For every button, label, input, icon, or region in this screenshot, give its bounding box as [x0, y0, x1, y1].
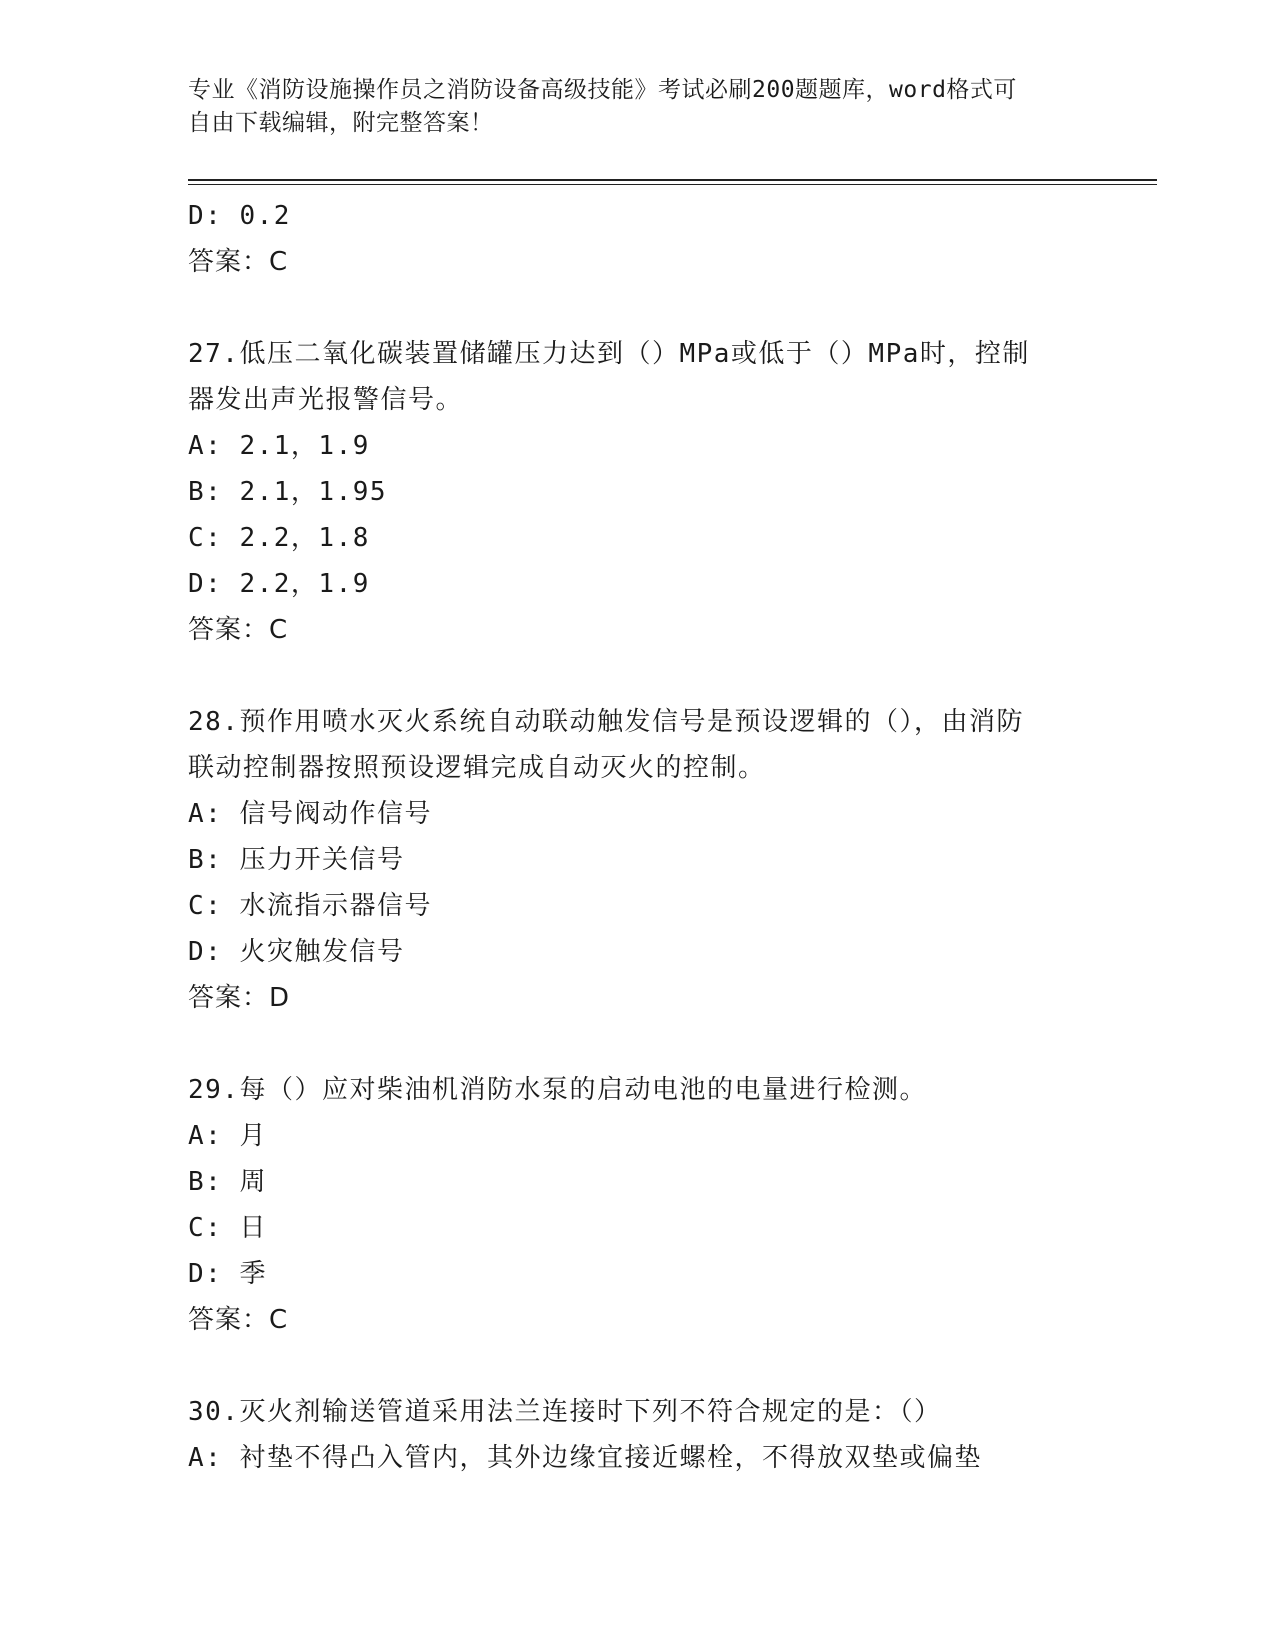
option-c: C: 水流指示器信号: [188, 891, 432, 921]
page-header: [188, 74, 1068, 140]
question-list: [188, 193, 1088, 1481]
question-stem: 28.预作用喷水灭火系统自动联动触发信号是预设逻辑的（），由消防: [188, 707, 1024, 737]
answer: 答案：C: [188, 1305, 289, 1335]
header-title-line-2: 自由下载编辑，附完整答案！: [188, 110, 494, 136]
question-stem: 29.每（）应对柴油机消防水泵的启动电池的电量进行检测。: [188, 1075, 927, 1105]
header-divider-thin: [188, 184, 1157, 185]
spacer: [188, 1343, 1088, 1389]
spacer: [188, 285, 1088, 331]
question-29: [188, 1067, 1088, 1343]
option-d: D: 2.2，1.9: [188, 569, 370, 599]
option-d: D: 季: [188, 1259, 267, 1289]
prev-option-d: D: 0.2: [188, 201, 291, 231]
question-stem: 27.低压二氧化碳装置储罐压力达到（）MPa或低于（）MPa时，控制: [188, 339, 1030, 369]
question-28: [188, 699, 1088, 1021]
spacer: [188, 1021, 1088, 1067]
option-a: A: 信号阀动作信号: [188, 799, 432, 829]
option-a: A: 衬垫不得凸入管内，其外边缘宜接近螺栓，不得放双垫或偏垫: [188, 1443, 982, 1473]
option-d: D: 火灾触发信号: [188, 937, 405, 967]
option-b: B: 压力开关信号: [188, 845, 405, 875]
answer: 答案：D: [188, 983, 291, 1013]
header-divider-thick: [188, 179, 1157, 181]
prev-answer: 答案：C: [188, 247, 289, 277]
option-c: C: 2.2，1.8: [188, 523, 370, 553]
option-c: C: 日: [188, 1213, 267, 1243]
question-stem: 30.灭火剂输送管道采用法兰连接时下列不符合规定的是：（）: [188, 1397, 942, 1427]
answer: 答案：C: [188, 615, 289, 645]
question-27: [188, 331, 1088, 653]
option-a: A: 月: [188, 1121, 267, 1151]
option-a: A: 2.1，1.9: [188, 431, 370, 461]
question-30: [188, 1389, 1088, 1481]
option-b: B: 2.1，1.95: [188, 477, 388, 507]
question-stem: 联动控制器按照预设逻辑完成自动灭火的控制。: [188, 753, 766, 783]
question-stem: 器发出声光报警信号。: [188, 385, 464, 415]
header-title-line-1: 专业《消防设施操作员之消防设备高级技能》考试必刷200题题库，word格式可: [188, 77, 1017, 103]
option-b: B: 周: [188, 1167, 267, 1197]
spacer: [188, 653, 1088, 699]
